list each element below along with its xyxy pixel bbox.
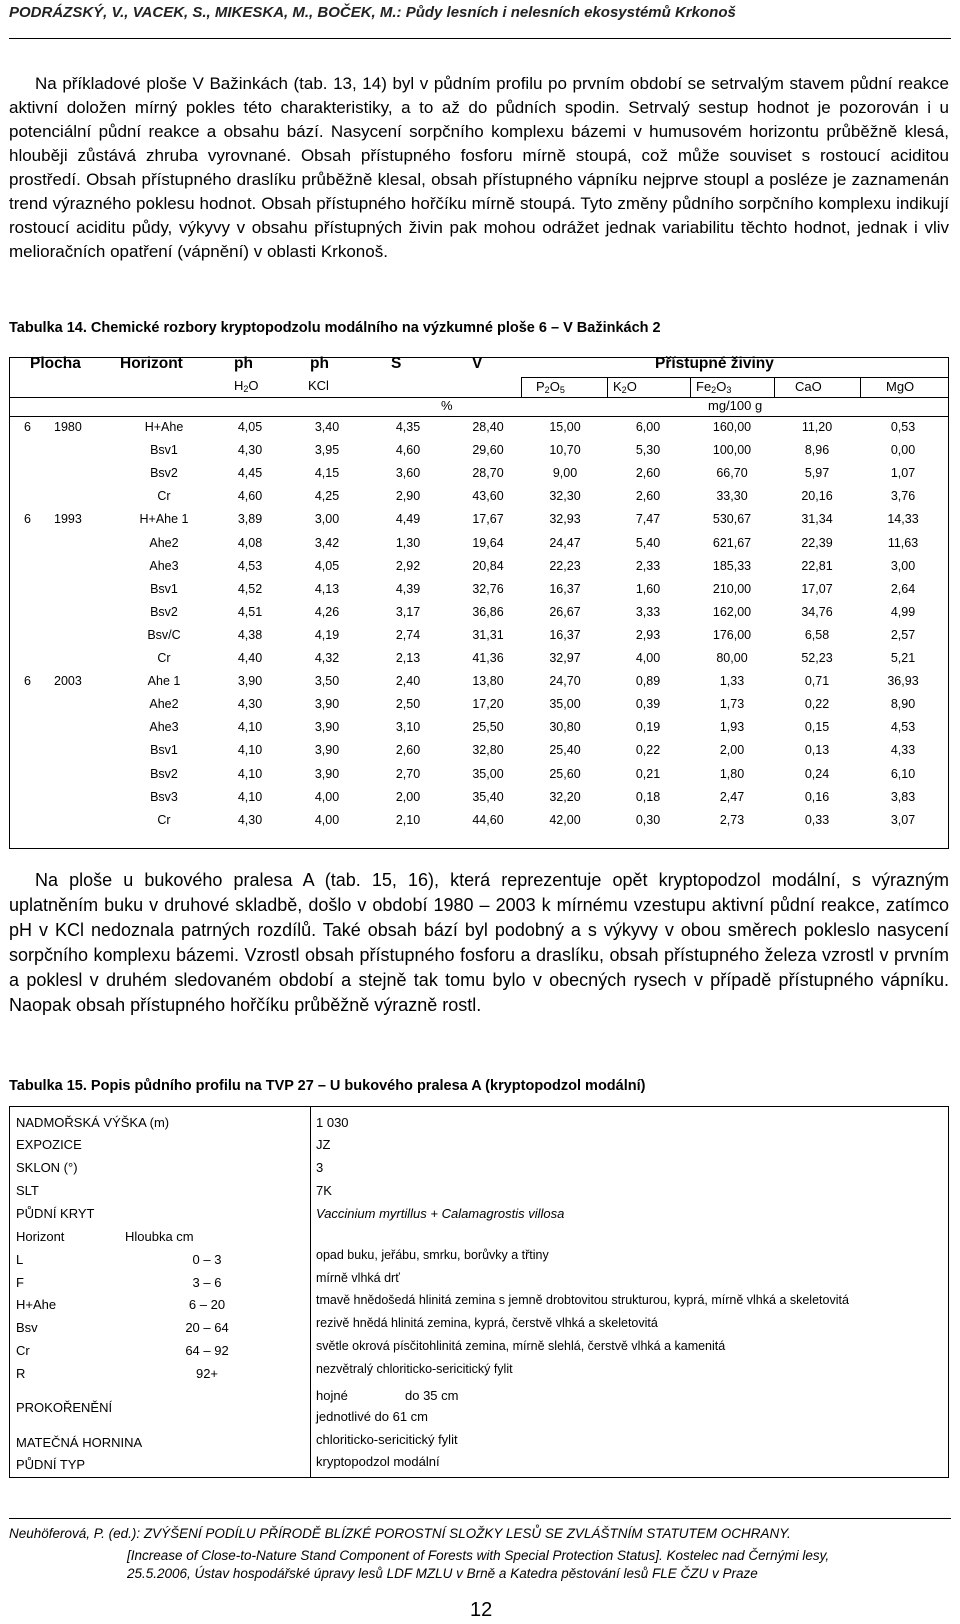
cell-s: 2,74 (395, 627, 421, 642)
cell-s: 4,35 (395, 420, 421, 434)
paragraph-2-text: Na ploše u bukového pralesa A (tab. 15, 16), která reprezentuje opět kryptopodzol modální, s výrazným uplatněním buku v druhové skladbě, došlo v období 1980 – 2003 k mírnému vzestupu aktivní půdní reakce, zatímco pH v KCl nedoznala patrných rozdílů. Také obsah bází byl podobný a s výkyvy v obou směrech pokleslo nasycení sorpčního komplexu bázemi. Vzrostl obsah přístupného fosforu a draslíku, obsah přístupného železa vzrostl v prvním a poklesl v druhém sledovaném období a stejně tak tomu bylo v obecných rysech v případě přístupného vápníku. Naopak obsah přístupného hořčíku průběžně výrazně rostl. (9, 870, 949, 1015)
cell-ph-kcl: 4,00 (314, 789, 340, 804)
th-nutrients: Přístupné živiny (655, 355, 774, 372)
cell-mgo: 4,53 (890, 720, 916, 735)
cell-ph-h2o: 4,60 (237, 489, 263, 504)
cell-cao: 17,07 (801, 581, 833, 596)
cell-p2o5: 24,47 (549, 535, 581, 550)
cell-k2o: 0,89 (635, 674, 661, 689)
cell-k2o: 4,00 (635, 651, 661, 665)
cell-v: 43,60 (472, 489, 504, 504)
table14-nutrient-rule (521, 377, 948, 378)
cell-horizont: Ahe2 (149, 697, 179, 712)
horizon-description: opad buku, jeřábu, smrku, borůvky a třtiny (316, 1248, 549, 1262)
cell-mgo: 2,57 (890, 627, 916, 642)
cell-horizont: Cr (157, 489, 171, 504)
horizon-description: světle okrová písčitohlinitá zemina, mírně slehlá, čerstvě vlhká a kamenitá (316, 1339, 726, 1353)
cell-ph-kcl: 3,50 (314, 674, 340, 689)
cell-v: 35,00 (472, 766, 504, 781)
cell-p2o5: 24,70 (549, 674, 581, 689)
cell-ph-kcl: 4,32 (314, 651, 340, 665)
cell-year: 2003 (54, 674, 82, 689)
cell-cao: 31,34 (801, 512, 833, 527)
cell-cao: 0,16 (804, 789, 830, 804)
cell-ph-kcl: 3,40 (314, 420, 340, 434)
cell-v: 28,40 (472, 420, 504, 434)
cell-k2o: 2,60 (635, 466, 661, 481)
cell-cao: 0,71 (804, 674, 830, 689)
cell-fe2o3: 621,67 (712, 535, 752, 550)
cell-p2o5: 32,97 (549, 651, 581, 665)
cell-fe2o3: 80,00 (716, 651, 748, 665)
horizon-depth: 20 – 64 (185, 1320, 229, 1335)
cell-ph-h2o: 4,10 (237, 766, 263, 781)
cell-k2o: 0,39 (635, 697, 661, 712)
footer-rule (9, 1518, 951, 1519)
cell-k2o: 0,18 (635, 789, 661, 804)
horizon-depth: 0 – 3 (192, 1252, 222, 1267)
cell-horizont: Bsv1 (150, 581, 178, 596)
profile-value: 1 030 (316, 1115, 349, 1130)
cell-ph-kcl: 4,00 (314, 812, 340, 827)
horizon-description: nezvětralý chloriticko-sericitický fylit (316, 1362, 513, 1376)
cell-s: 2,60 (395, 743, 421, 758)
cell-v: 32,76 (472, 581, 504, 596)
cell-ph-kcl: 3,90 (314, 697, 340, 712)
cell-p2o5: 25,40 (549, 743, 581, 758)
th-mgo: MgO (886, 379, 915, 394)
cell-v: 44,60 (472, 812, 504, 827)
th-s: S (391, 355, 402, 372)
th-k2o (613, 379, 637, 394)
cell-horizont: Ahe 1 (147, 674, 181, 689)
cell-horizont: Bsv2 (150, 466, 178, 481)
soil-type-value: kryptopodzol modální (316, 1454, 440, 1469)
cell-k2o: 3,33 (635, 604, 661, 619)
cell-k2o: 2,60 (635, 489, 661, 504)
cell-k2o: 0,22 (635, 743, 661, 758)
th-fe-sub1: 2 (711, 385, 717, 395)
paragraph-1-text: Na příkladové ploše V Bažinkách (tab. 13, 14) byl v půdním profilu po prvním období se setrvalým stavem půdní reakce aktivní doložen mírný pokles této charakteristiky, a to až do půdních spodin. Setrvalý sestup hodnot je pozorován i u potenciální půdní reakce a obsahu bází. Nasycení sorpčního komplexu bázemi v humusovém horizontu průběžně klesá, hlouběji zůstává zhruba vyrovnané. Obsah přístupného fosforu mírně stoupá, což může souviset s rostoucí aciditou prostředí. Obsah přístupného draslíku průběžně klesal, obsah přístupného vápníku nejprve stoupl a posléze je zaznamenán trend výrazného poklesu hodnot. Obsah přístupného hořčíku mírně stoupá. Tyto změny půdního sorpčního komplexu indikují rostoucí aciditu půdy, výkyvy v obsahu přístupných živin pak mohou odrážet jednak variabilitu těchto hodnot, jednak i vliv melioračních opatření (vápnění) v oblasti Krkonoš. (9, 74, 949, 261)
running-header: PODRÁZSKÝ, V., VACEK, S., MIKESKA, M., BOČEK, M.: Půdy lesních i nelesních ekosystémů Krkonoš (9, 4, 736, 21)
th-plocha: Plocha (30, 355, 81, 372)
cell-cao: 0,33 (804, 812, 830, 827)
cell-horizont: Bsv2 (150, 766, 178, 781)
cell-s: 2,00 (395, 789, 421, 804)
cell-ph-kcl: 3,90 (314, 766, 340, 781)
cell-fe2o3: 210,00 (712, 581, 752, 596)
th-horizont: Horizont (120, 355, 183, 372)
cell-cao: 6,58 (804, 627, 830, 642)
horizon-name: F (16, 1275, 24, 1290)
paragraph-2 (9, 868, 949, 1018)
horizon-depth: 6 – 20 (188, 1297, 226, 1312)
cell-fe2o3: 100,00 (712, 443, 752, 458)
cell-k2o: 5,30 (635, 443, 661, 458)
profile-label: SLT (16, 1183, 39, 1198)
table14-header-rule (10, 397, 948, 398)
cell-fe2o3: 2,47 (719, 789, 745, 804)
cell-ph-kcl: 3,00 (314, 512, 340, 527)
th-h2o-sub: 2 (243, 384, 249, 394)
th-p-sub1: 2 (544, 385, 550, 395)
cell-cao: 0,22 (804, 697, 830, 712)
cell-mgo: 3,83 (890, 789, 916, 804)
table14 (9, 357, 949, 849)
cell-horizont: H+Ahe (144, 420, 184, 434)
cell-v: 41,36 (472, 651, 504, 665)
horizon-name: H+Ahe (16, 1297, 57, 1312)
cell-v: 28,70 (472, 466, 504, 481)
cell-mgo: 6,10 (890, 766, 916, 781)
cell-mgo: 3,07 (890, 812, 916, 827)
cell-plocha: 6 (24, 420, 31, 434)
horizon-name: L (16, 1252, 24, 1267)
cell-ph-kcl: 4,19 (314, 627, 340, 642)
table14-vrule (774, 377, 775, 397)
cell-p2o5: 26,67 (549, 604, 581, 619)
cell-mgo: 8,90 (890, 697, 916, 712)
cell-mgo: 3,00 (890, 558, 916, 573)
cell-cao: 22,81 (801, 558, 833, 573)
cell-mgo: 2,64 (890, 581, 916, 596)
cell-fe2o3: 1,93 (719, 720, 745, 735)
profile-label: EXPOZICE (16, 1137, 82, 1152)
cell-fe2o3: 1,80 (719, 766, 745, 781)
cell-horizont: Bsv3 (150, 789, 178, 804)
cell-s: 2,92 (395, 558, 421, 573)
rooting-value-b: do 35 cm (405, 1388, 459, 1403)
cell-k2o: 2,33 (635, 558, 661, 573)
cell-cao: 0,13 (804, 743, 830, 758)
rooting-label: PROKOŘENĚNÍ (16, 1400, 113, 1415)
cell-s: 2,13 (395, 651, 421, 665)
cell-horizont: Ahe3 (149, 558, 179, 573)
cell-horizont: Bsv/C (147, 627, 181, 642)
profile-label: NADMOŘSKÁ VÝŠKA (m) (16, 1115, 170, 1130)
cell-ph-h2o: 4,10 (237, 743, 263, 758)
cell-v: 17,20 (472, 697, 504, 712)
cell-k2o: 2,93 (635, 627, 661, 642)
depth-header: Hloubka cm (125, 1229, 194, 1244)
cell-fe2o3: 162,00 (712, 604, 752, 619)
cell-cao: 11,20 (801, 420, 833, 434)
cell-v: 19,64 (472, 535, 504, 550)
cell-s: 1,30 (395, 535, 421, 550)
cell-ph-h2o: 4,52 (237, 581, 263, 596)
cell-ph-kcl: 3,90 (314, 743, 340, 758)
cell-k2o: 6,00 (635, 420, 661, 434)
cell-ph-h2o: 4,38 (237, 627, 263, 642)
cell-s: 2,90 (395, 489, 421, 504)
profile-value: 3 (316, 1160, 324, 1175)
cell-mgo: 0,53 (890, 420, 916, 434)
cell-mgo: 11,63 (887, 535, 919, 550)
cell-mgo: 4,33 (890, 743, 916, 758)
cell-s: 3,17 (395, 604, 421, 619)
cell-s: 2,10 (395, 812, 421, 827)
cell-mgo: 5,21 (890, 651, 916, 665)
cell-ph-h2o: 3,90 (237, 674, 263, 689)
cell-p2o5: 25,60 (549, 766, 581, 781)
cell-fe2o3: 2,73 (719, 812, 745, 827)
page-number: 12 (470, 1599, 493, 1621)
th-fe2o3 (696, 379, 731, 394)
profile-label: PŮDNÍ KRYT (16, 1206, 95, 1221)
table14-vrule (860, 377, 861, 397)
cell-fe2o3: 530,67 (712, 512, 752, 527)
th-fe: Fe (696, 379, 712, 394)
th-k: K (613, 379, 622, 394)
cell-cao: 22,39 (801, 535, 833, 550)
cell-year: 1980 (54, 420, 82, 434)
cell-mgo: 0,00 (890, 443, 916, 458)
cell-s: 4,49 (395, 512, 421, 527)
cell-ph-h2o: 4,53 (237, 558, 263, 573)
cell-s: 4,60 (395, 443, 421, 458)
cell-s: 3,60 (395, 466, 421, 481)
cell-ph-h2o: 4,30 (237, 812, 263, 827)
cell-ph-kcl: 4,25 (314, 489, 340, 504)
cell-ph-kcl: 4,15 (314, 466, 340, 481)
horizon-name: Cr (16, 1343, 30, 1358)
cell-fe2o3: 1,73 (719, 697, 745, 712)
th-p-o: O (549, 379, 560, 394)
cell-ph-h2o: 3,89 (237, 512, 263, 527)
th-mg100: mg/100 g (708, 398, 763, 413)
cell-k2o: 0,30 (635, 812, 661, 827)
cell-ph-kcl: 3,90 (314, 720, 340, 735)
cell-horizont: Cr (157, 812, 171, 827)
cell-k2o: 5,40 (635, 535, 661, 550)
cell-v: 13,80 (472, 674, 504, 689)
cell-horizont: H+Ahe 1 (139, 512, 189, 527)
cell-k2o: 7,47 (635, 512, 661, 527)
horizon-description: mírně vlhká drť (316, 1271, 400, 1285)
cell-mgo: 3,76 (890, 489, 916, 504)
cell-p2o5: 32,30 (549, 489, 581, 504)
th-k-sub: 2 (621, 385, 627, 395)
cell-mgo: 1,07 (890, 466, 916, 481)
cell-cao: 20,16 (801, 489, 833, 504)
cell-v: 25,50 (472, 720, 504, 735)
table14-vrule (690, 377, 691, 397)
cell-v: 31,31 (472, 627, 504, 642)
cell-cao: 0,15 (804, 720, 830, 735)
profile-value: JZ (316, 1137, 331, 1152)
horizon-name: Bsv (16, 1320, 38, 1335)
horizon-description: rezivě hnědá hlinitá zemina, kyprá, čerstvě vlhká a skeletovitá (316, 1316, 658, 1330)
cell-cao: 52,23 (801, 651, 833, 665)
cell-s: 2,70 (395, 766, 421, 781)
th-v: V (472, 355, 483, 372)
horizon-description: tmavě hnědošedá hlinitá zemina s jemně drobtovitou strukturou, kyprá, mírně vlhká a skeletovitá (316, 1293, 849, 1307)
th-h2o (234, 378, 259, 393)
cell-ph-h2o: 4,40 (237, 651, 263, 665)
cell-horizont: Bsv1 (150, 743, 178, 758)
cell-ph-h2o: 4,30 (237, 443, 263, 458)
cell-fe2o3: 2,00 (719, 743, 745, 758)
cell-p2o5: 42,00 (549, 812, 581, 827)
parent-rock-value: chloriticko-sericitický fylit (316, 1432, 458, 1447)
cell-s: 4,39 (395, 581, 421, 596)
th-cao: CaO (795, 379, 822, 394)
soil-type-label: PŮDNÍ TYP (16, 1457, 86, 1472)
cell-fe2o3: 1,33 (719, 674, 745, 689)
cell-p2o5: 16,37 (549, 581, 581, 596)
cell-cao: 8,96 (804, 443, 830, 458)
table14-caption: Tabulka 14. Chemické rozbory kryptopodzolu modálního na výzkumné ploše 6 – V Bažinkách 2 (9, 320, 661, 336)
cell-ph-h2o: 4,05 (237, 420, 263, 434)
cell-horizont: Ahe3 (149, 720, 179, 735)
cell-mgo: 36,93 (887, 674, 919, 689)
th-k-o: O (626, 379, 637, 394)
cell-s: 3,10 (395, 720, 421, 735)
cell-p2o5: 35,00 (549, 697, 581, 712)
cell-v: 35,40 (472, 789, 504, 804)
th-fe-o: O (716, 379, 727, 394)
header-rule (9, 38, 951, 39)
cell-v: 20,84 (472, 558, 504, 573)
profile-value: 7K (316, 1183, 332, 1198)
cell-horizont: Ahe2 (149, 535, 179, 550)
cell-fe2o3: 66,70 (716, 466, 748, 481)
cell-k2o: 1,60 (635, 581, 661, 596)
profile-label: SKLON (°) (16, 1160, 78, 1175)
th-kcl: KCl (308, 378, 329, 393)
th-h2o-o: O (248, 378, 259, 393)
cell-v: 32,80 (472, 743, 504, 758)
cell-cao: 5,97 (804, 466, 830, 481)
cell-fe2o3: 33,30 (716, 489, 748, 504)
horizon-name: R (16, 1366, 26, 1381)
rooting-value-2: jednotlivé do 61 cm (316, 1409, 429, 1424)
footer-line-3: 25.5.2006, Ústav hospodářské úpravy lesů LDF MZLU v Brně a Katedra pěstování lesů FLE ČZU v Praze (127, 1566, 758, 1581)
cell-ph-h2o: 4,10 (237, 789, 263, 804)
horizon-depth: 3 – 6 (192, 1275, 222, 1290)
horizon-header: Horizont (16, 1229, 65, 1244)
th-fe-sub2: 3 (726, 385, 732, 395)
table14-vrule (607, 377, 608, 397)
th-p-sub2: 5 (559, 385, 565, 395)
cell-p2o5: 30,80 (549, 720, 581, 735)
profile-value: Vaccinium myrtillus + Calamagrostis villosa (316, 1206, 565, 1221)
cell-plocha: 6 (24, 512, 31, 527)
cell-ph-h2o: 4,45 (237, 466, 263, 481)
cell-ph-kcl: 4,13 (314, 581, 340, 596)
footer-line-2: [Increase of Close-to-Nature Stand Component of Forests with Special Protection Status]. Kostelec nad Černými lesy, (127, 1548, 830, 1563)
cell-ph-h2o: 4,30 (237, 697, 263, 712)
cell-ph-kcl: 4,05 (314, 558, 340, 573)
cell-cao: 0,24 (804, 766, 830, 781)
cell-horizont: Bsv2 (150, 604, 178, 619)
th-ph-h2o: ph (234, 355, 253, 372)
th-p: P (536, 379, 545, 394)
cell-ph-h2o: 4,08 (237, 535, 263, 550)
cell-mgo: 4,99 (890, 604, 916, 619)
paragraph-1 (9, 72, 949, 264)
table15-vrule (310, 1107, 311, 1477)
cell-v: 29,60 (472, 443, 504, 458)
cell-p2o5: 22,23 (549, 558, 581, 573)
th-percent: % (441, 398, 453, 413)
cell-fe2o3: 176,00 (712, 627, 752, 642)
cell-p2o5: 15,00 (549, 420, 581, 434)
horizon-depth: 92+ (195, 1366, 219, 1381)
cell-mgo: 14,33 (887, 512, 919, 527)
cell-p2o5: 16,37 (549, 627, 581, 642)
cell-fe2o3: 160,00 (712, 420, 752, 434)
cell-plocha: 6 (24, 674, 31, 689)
cell-ph-kcl: 3,42 (314, 535, 340, 550)
table15 (9, 1106, 949, 1478)
parent-rock-label: MATEČNÁ HORNINA (16, 1435, 143, 1450)
th-h2o-h: H (234, 378, 244, 393)
cell-horizont: Bsv1 (150, 443, 178, 458)
cell-p2o5: 9,00 (552, 466, 578, 481)
th-ph-kcl: ph (310, 355, 329, 372)
cell-k2o: 0,21 (635, 766, 661, 781)
cell-s: 2,50 (395, 697, 421, 712)
footer-line-1: Neuhöferová, P. (ed.): ZVÝŠENÍ PODÍLU PŘÍRODĚ BLÍZKÉ POROSTNÍ SLOŽKY LESŮ SE ZVLÁŠTNÍM STATUTEM OCHRANY. (9, 1526, 791, 1541)
cell-v: 17,67 (472, 512, 504, 527)
cell-ph-h2o: 4,51 (237, 604, 263, 619)
cell-s: 2,40 (395, 674, 421, 689)
horizon-depth: 64 – 92 (185, 1343, 229, 1358)
table14-vrule (521, 377, 522, 397)
cell-fe2o3: 185,33 (712, 558, 752, 573)
cell-horizont: Cr (157, 651, 171, 665)
cell-p2o5: 10,70 (549, 443, 581, 458)
th-p2o5 (536, 379, 565, 394)
rooting-value-a: hojné (316, 1388, 348, 1403)
cell-p2o5: 32,93 (549, 512, 581, 527)
cell-p2o5: 32,20 (549, 789, 581, 804)
cell-ph-kcl: 4,26 (314, 604, 340, 619)
cell-year: 1993 (54, 512, 82, 527)
table15-caption: Tabulka 15. Popis půdního profilu na TVP 27 – U bukového pralesa A (kryptopodzol modální) (9, 1078, 646, 1094)
cell-cao: 34,76 (801, 604, 833, 619)
cell-ph-h2o: 4,10 (237, 720, 263, 735)
cell-k2o: 0,19 (635, 720, 661, 735)
cell-ph-kcl: 3,95 (314, 443, 340, 458)
cell-v: 36,86 (472, 604, 504, 619)
